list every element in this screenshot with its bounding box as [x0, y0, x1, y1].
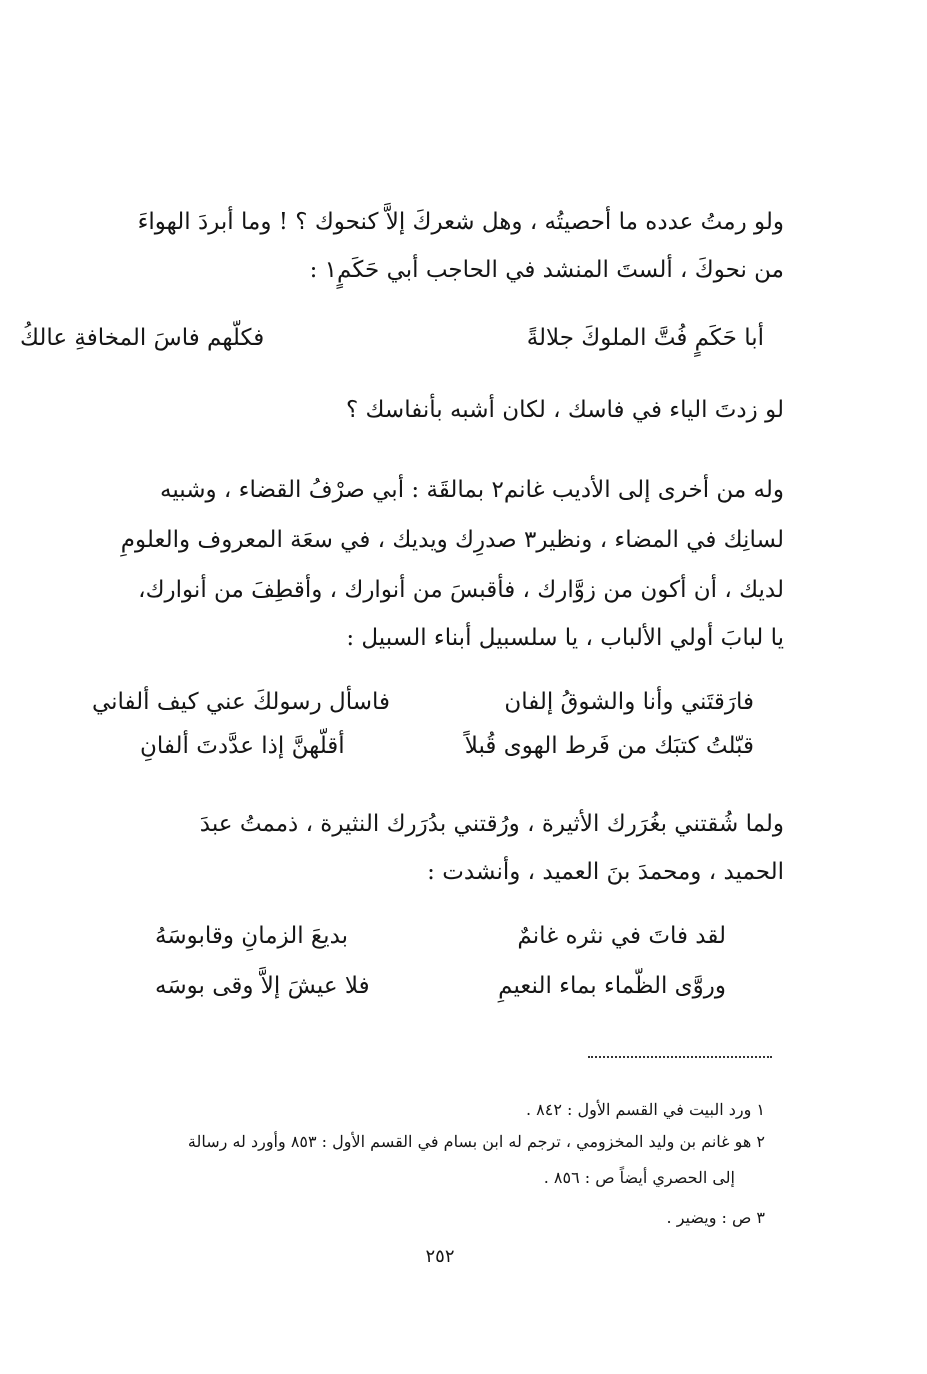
verse-hemistich-right: لقد فاتَ في نثره غانمٌ: [517, 923, 726, 949]
verse-hemistich-left: أقلّهنَّ إذا عدَّدتَ ألفانِ: [140, 733, 345, 759]
footnote: ٢ هو غانم بن وليد المخزومي ، ترجم له ابن بسام في القسم الأول : ٨٥٣ وأورد له رسالة: [187, 1132, 765, 1151]
prose-line: لسانِك في المضاء ، ونظير٣ صدرِك ويديك ، في سعَة المعروف والعلومِ: [120, 527, 784, 553]
verse-hemistich-left: بديعَ الزمانِ وقابوسَهُ: [155, 923, 349, 949]
verse-hemistich-right: وروَّى الظّماء بماء النعيمِ: [498, 973, 726, 999]
verse-hemistich-right: قبّلتُ كتبَك من فَرط الهوى قُبلاً: [464, 733, 754, 759]
prose-line: لديك ، أن أكون من زوَّارك ، فأقبسَ من أنوارك ، وأقطِفَ من أنوارك،: [138, 577, 784, 603]
footnote-separator: [588, 1056, 772, 1058]
prose-line: من نحوكَ ، ألستَ المنشد في الحاجب أبي حَكَمٍ١ :: [309, 257, 784, 283]
prose-line: الحميد ، ومحمدَ بنَ العميد ، وأنشدت :: [427, 859, 784, 885]
footnote-continuation: إلى الحصري أيضاً ص : ٨٥٦ .: [543, 1168, 735, 1187]
prose-line: يا لبابَ أولي الألباب ، يا سلسبيل أبناء السبيل :: [346, 625, 784, 651]
page-number: ٢٥٢: [425, 1246, 455, 1267]
verse-hemistich-left: فلا عيشَ إلاَّ وقى بوسَه: [155, 973, 370, 999]
verse-hemistich-right: فارَقتَني وأنا والشوقُ إلفان: [504, 689, 754, 715]
prose-line: ولما شُقتني بغُرَرك الأثيرة ، ورُقتني بدُرَرك النثيرة ، ذممتُ عبدَ: [199, 811, 784, 837]
prose-line: ولو رمتُ عدده ما أحصيتُه ، وهل شعركَ إلاَّ كنحوك ؟ ! وما أبردَ الهواءَ: [137, 209, 784, 235]
footnote: ١ ورد البيت في القسم الأول : ٨٤٢ .: [525, 1100, 765, 1119]
verse-hemistich-right: أبا حَكَمٍ فُتَّ الملوكَ جلالةً: [526, 325, 764, 351]
verse-hemistich-left: فاسأل رسولكَ عني كيف ألفاني: [91, 689, 390, 715]
prose-line: وله من أخرى إلى الأديب غانم٢ بمالقَة : أبي صرْفُ القضاء ، وشبيه: [160, 477, 784, 503]
verse-hemistich-left: فكلّهم فاسَ المخافةِ عالكُ: [20, 325, 265, 351]
footnote: ٣ ص : ويضير .: [666, 1208, 765, 1227]
prose-line: لو زدتَ الياء في فاسك ، لكان أشبه بأنفاسك ؟: [346, 397, 784, 423]
